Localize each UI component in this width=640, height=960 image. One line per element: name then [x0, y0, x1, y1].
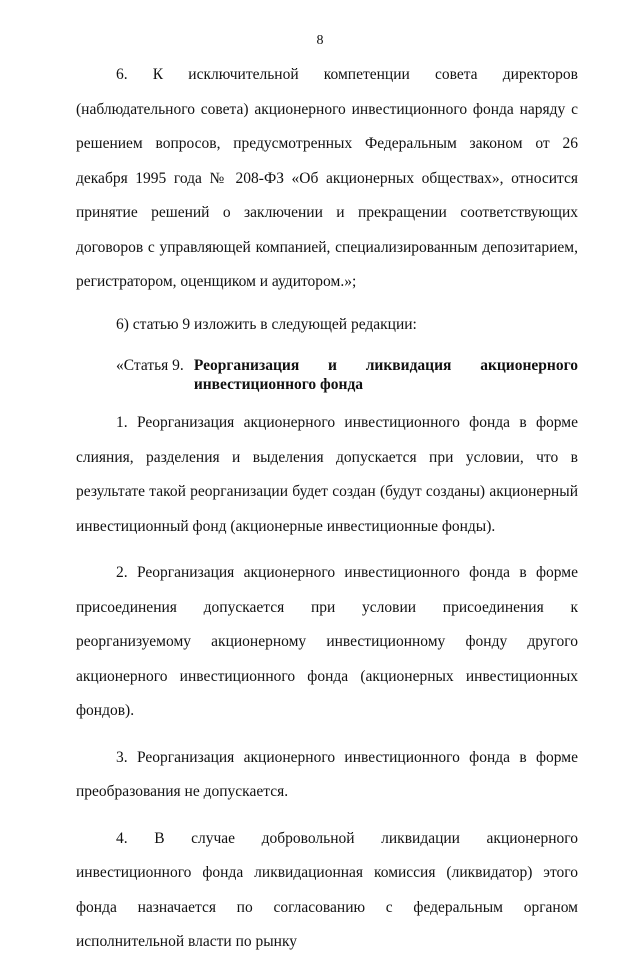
paragraph-item-6: 6. К исключительной компетенции совета директоров (наблюдательного совета) акционерного инвестиционного фонда наряду с решением вопросов, предусмотренных Федеральным законом от 26 декабря 1995 года № 208-ФЗ «Об акционерных обществах», относится принятие решений о заключении и прекращении соответствующих договоров с управляющей компанией, специализированным депозитарием, регистратором, оценщиком и аудитором.»;: [76, 66, 578, 290]
paragraph-amendment-intro: 6) статью 9 изложить в следующей редакции:: [116, 315, 417, 333]
article-heading: [76, 356, 578, 394]
paragraph-item-4: 4. В случае добровольной ликвидации акционерного инвестиционного фонда ликвидационная комиссия (ликвидатор) этого фонда назначается по согласованию с федеральным органом исполнительной власти по рынку: [76, 829, 578, 950]
paragraph-item-2: 2. Реорганизация акционерного инвестиционного фонда в форме присоединения допускается при условии присоединения к реорганизуемому акционерному инвестиционному фонду другого акционерного инвестиционного фонда (акционерных инвестиционных фондов).: [76, 564, 578, 719]
document-body: [76, 58, 578, 960]
page-number: 8: [316, 33, 324, 48]
paragraph-item-1: 1. Реорганизация акционерного инвестиционного фонда в форме слияния, разделения и выделения допускается при условии, что в результате такой реорганизации будет создан (будут созданы) акционерный инвестиционный фонд (акционерные инвестиционные фонды).: [76, 414, 578, 535]
article-number: «Статья 9.: [116, 357, 184, 374]
paragraph-item-3: 3. Реорганизация акционерного инвестиционного фонда в форме преобразования не допускается.: [76, 748, 578, 800]
article-title: Реорганизация и ликвидация акционерного инвестиционного фонда: [193, 357, 578, 393]
